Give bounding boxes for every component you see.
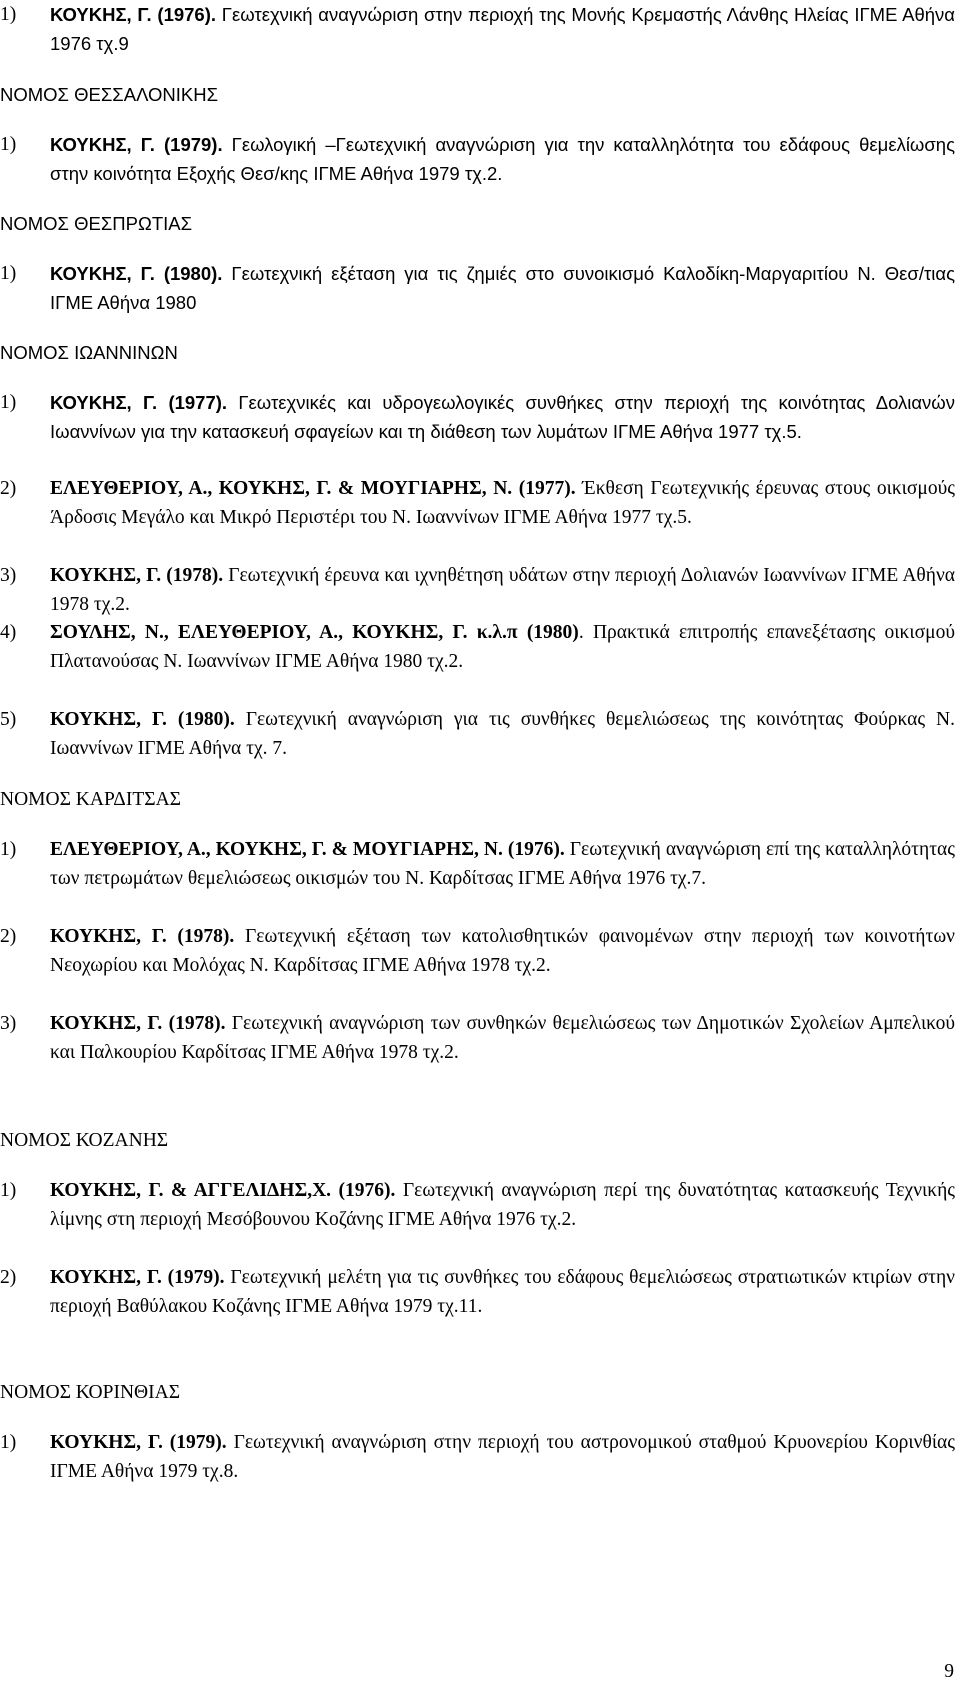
list-item (0, 474, 955, 532)
section-heading: ΝΟΜΟΣ ΚΟΡΙΝΘΙΑΣ (0, 1382, 181, 1403)
entry-number: 1) (0, 4, 17, 25)
entry-text (50, 922, 955, 980)
entry-text (50, 388, 955, 446)
entry-author: ΚΟΥΚΗΣ, Γ. (1980). (50, 263, 223, 284)
entry-text (50, 1428, 955, 1486)
entry-text (50, 1009, 955, 1067)
entry-number: 1) (0, 263, 17, 284)
section-heading: ΝΟΜΟΣ ΘΕΣΠΡΩΤΙΑΣ (0, 213, 193, 234)
list-item (0, 1263, 955, 1321)
entry-text (50, 130, 955, 188)
entry-title: Γεωτεχνική εξέταση για τις ζημιές στο συνοικισμό Καλοδίκη-Μαργαριτίου Ν. Θεσ/τιας ΙΓΜΕ Αθήνα 1980 (50, 263, 955, 313)
entry-title: Γεωτεχνική αναγνώριση των συνθηκών θεμελιώσεως των Δημοτικών Σχολείων Αμπελικού και Παλκουρίου Καρδίτσας ΙΓΜΕ Αθήνα 1978 τχ.2. (50, 1013, 955, 1063)
entry-number: 2) (0, 1267, 17, 1288)
entry-number: 1) (0, 1180, 17, 1201)
list-item (0, 259, 955, 317)
section-heading: ΝΟΜΟΣ ΚΑΡΔΙΤΣΑΣ (0, 789, 182, 810)
entry-text (50, 1263, 955, 1321)
entry-title: Γεωτεχνικές και υδρογεωλογικές συνθήκες στην περιοχή της κοινότητας Δολιανών Ιωαννίνων για την κατασκευή σφαγείων και τη διάθεση των λυμάτων ΙΓΜΕ Αθήνα 1977 τχ.5. (50, 392, 955, 442)
entry-title: Έκθεση Γεωτεχνικής έρευνας στους οικισμούς Άρδοσις Μεγάλο και Μικρό Περιστέρι του Ν. Ιωαννίνων ΙΓΜΕ Αθήνα 1977 τχ.5. (50, 478, 955, 528)
entry-number: 1) (0, 134, 17, 155)
list-item (0, 388, 955, 446)
entry-text (50, 474, 955, 532)
entry-text (50, 259, 955, 317)
entry-number: 2) (0, 478, 17, 499)
list-item (0, 0, 955, 58)
section-heading: ΝΟΜΟΣ ΘΕΣΣΑΛΟΝΙΚΗΣ (0, 84, 219, 105)
list-item (0, 922, 955, 980)
entry-text (50, 618, 955, 676)
entry-author: ΚΟΥΚΗΣ, Γ. (1979). (50, 134, 223, 155)
entry-title: Γεωλογική –Γεωτεχνική αναγνώριση για την καταλληλότητα του εδάφους θεμελίωσης στην κοινότητα Εξοχής Θεσ/κης ΙΓΜΕ Αθήνα 1979 τχ.2. (50, 134, 955, 184)
entry-title: . Πρακτικά επιτροπής επανεξέτασης οικισμού Πλατανούσας Ν. Ιωαννίνων ΙΓΜΕ Αθήνα 1980 τχ.2. (50, 622, 955, 672)
entry-title: Γεωτεχνική αναγνώριση στην περιοχή του αστρονομικού σταθμού Κρυονερίου Κορινθίας ΙΓΜΕ Αθήνα 1979 τχ.8. (50, 1432, 955, 1482)
entry-number: 4) (0, 622, 17, 643)
entry-author: ΚΟΥΚΗΣ, Γ. (1980). (50, 709, 235, 730)
entry-number: 3) (0, 1013, 17, 1034)
entry-author: ΚΟΥΚΗΣ, Γ. (1979). (50, 1432, 227, 1453)
entry-author: ΚΟΥΚΗΣ, Γ. (1978). (50, 565, 224, 586)
entry-text (50, 835, 955, 893)
entry-number: 2) (0, 926, 17, 947)
entry-author: ΕΛΕΥΘΕΡΙΟΥ, Α., ΚΟΥΚΗΣ, Γ. & ΜΟΥΓΙΑΡΗΣ, Ν. (1976). (50, 839, 565, 860)
entry-number: 1) (0, 1432, 17, 1453)
list-item (0, 1428, 955, 1486)
entry-author: ΚΟΥΚΗΣ, Γ. (1979). (50, 1267, 225, 1288)
entry-title: Γεωτεχνική αναγνώριση περί της δυνατότητας κατασκευής Τεχνικής λίμνης στη περιοχή Μεσόβουνου Κοζάνης ΙΓΜΕ Αθήνα 1976 τχ.2. (50, 1180, 956, 1230)
page-number: 9 (944, 1661, 954, 1682)
list-item (0, 130, 955, 188)
section-heading: ΝΟΜΟΣ ΙΩΑΝΝΙΝΩΝ (0, 342, 178, 363)
entry-number: 3) (0, 565, 17, 586)
entry-author: ΚΟΥΚΗΣ, Γ. (1978). (50, 926, 235, 947)
entry-title: Γεωτεχνική αναγνώριση στην περιοχή της Μονής Κρεμαστής Λάνθης Ηλείας ΙΓΜΕ Αθήνα 1976 τχ.9 (50, 4, 955, 54)
entry-text (50, 561, 955, 619)
entry-number: 1) (0, 392, 17, 413)
list-item (0, 1176, 955, 1234)
entry-text (50, 705, 955, 763)
entry-author: ΕΛΕΥΘΕΡΙΟΥ, Α., ΚΟΥΚΗΣ, Γ. & ΜΟΥΓΙΑΡΗΣ, Ν. (1977). (50, 478, 576, 499)
section-heading: ΝΟΜΟΣ ΚΟΖΑΝΗΣ (0, 1130, 169, 1151)
entry-title: Γεωτεχνική αναγνώριση επί της καταλληλότητας των πετρωμάτων θεμελιώσεως οικισμών του Ν. Καρδίτσας ΙΓΜΕ Αθήνα 1976 τχ.7. (50, 839, 955, 889)
list-item (0, 561, 955, 619)
entry-title: Γεωτεχνική εξέταση των κατολισθητικών φαινομένων στην περιοχή των κοινοτήτων Νεοχωρίου και Μολόχας Ν. Καρδίτσας ΙΓΜΕ Αθήνα 1978 τχ.2. (50, 926, 955, 976)
entry-author: ΚΟΥΚΗΣ, Γ. & ΑΓΓΕΛΙΔΗΣ,Χ. (1976). (50, 1180, 396, 1201)
list-item (0, 1009, 955, 1067)
entry-title: Γεωτεχνική αναγνώριση για τις συνθήκες θεμελιώσεως της κοινότητας Φούρκας Ν. Ιωαννίνων ΙΓΜΕ Αθήνα τχ. 7. (50, 709, 955, 759)
list-item (0, 705, 955, 763)
list-item (0, 835, 955, 893)
entry-title: Γεωτεχνική μελέτη για τις συνθήκες του εδάφους θεμελιώσεως στρατιωτικών κτιρίων στην περιοχή Βαθύλακου Κοζάνης ΙΓΜΕ Αθήνα 1979 τχ.11. (50, 1267, 955, 1317)
list-item (0, 618, 955, 676)
entry-title: Γεωτεχνική έρευνα και ιχνηθέτηση υδάτων στην περιοχή Δολιανών Ιωαννίνων ΙΓΜΕ Αθήνα 1978 τχ.2. (50, 565, 955, 615)
entry-author: ΣΟΥΛΗΣ, Ν., ΕΛΕΥΘΕΡΙΟΥ, Α., ΚΟΥΚΗΣ, Γ. κ.λ.π (1980) (50, 622, 579, 643)
entry-author: ΚΟΥΚΗΣ, Γ. (1977). (50, 392, 228, 413)
entry-author: ΚΟΥΚΗΣ, Γ. (1976). (50, 4, 217, 25)
entry-author: ΚΟΥΚΗΣ, Γ. (1978). (50, 1013, 226, 1034)
entry-number: 1) (0, 839, 17, 860)
entry-number: 5) (0, 709, 17, 730)
entry-text (50, 1176, 955, 1234)
entry-text (50, 0, 955, 58)
